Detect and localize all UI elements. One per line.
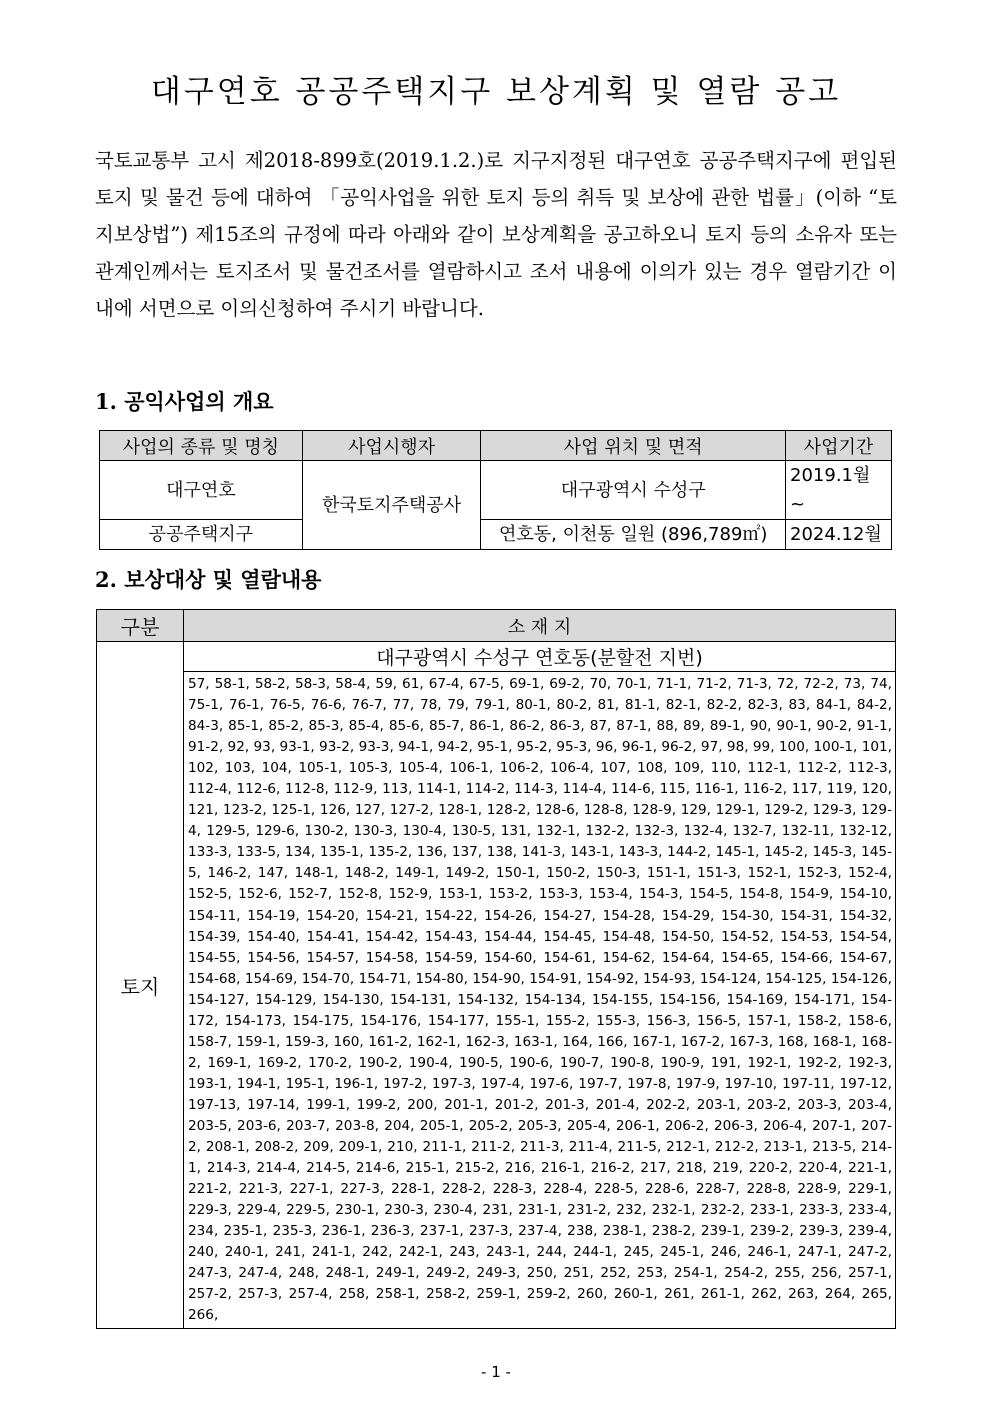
project-overview-table: [99, 430, 892, 550]
table-row: [100, 461, 892, 520]
intro-paragraph: 국토교통부 고시 제2018-899호(2019.1.2.)로 지구지정된 대구연호 공공주택지구에 편입된 토지 및 물건 등에 대하여 「공익사업을 위한 토지 등의 취득 및 보상에 관한 법률」(이하 “토지보상법”) 제15조의 규정에 따라 아래와 같이 보상계획을 공고하오니 토지 등의 소유자 또는 관계인께서는 토지조서 및 물건조서를 열람하시고 조서 내용에 이의가 있는 경우 열람기간 이내에 서면으로 이의신청하여 주시기 바랍니다.: [95, 149, 897, 320]
project-period-line1: 2019.1월 ~: [786, 461, 892, 520]
parcel-list: 57, 58-1, 58-2, 58-3, 58-4, 59, 61, 67-4, 67-5, 69-1, 69-2, 70, 70-1, 71-1, 71-2, 71-3, 72, 72-2, 73, 74, 75-1, 76-1, 76-5, 76-6, 76-7, 77, 78, 79, 79-1, 80-1, 80-2, 81, 81-1, 82-1, 82-2, 82-3, 83, 84-1, 84-2, 84-3, 85-1, 85-2, 85-3, 85-4, 85-6, 85-7, 86-1, 86-2, 86-3, 87, 87-1, 88, 89, 89-1, 90, 90-1, 90-2, 91-1, 91-2, 92, 93, 93-1, 93-2, 93-3, 94-1, 94-2, 95-1, 95-2, 95-3, 96, 96-1, 96-2, 97, 98, 99, 100, 100-1, 101, 102, 103, 104, 105-1, 105-3, 105-4, 106-1, 106-2, 106-4, 107, 108, 109, 110, 112-1, 112-2, 112-3, 112-4, 112-6, 112-8, 112-9, 113, 114-1, 114-2, 114-3, 114-4, 114-6, 115, 116-1, 116-2, 117, 119, 120, 121, 123-2, 125-1, 126, 127, 127-2, 128-1, 128-2, 128-6, 128-8, 128-9, 129, 129-1, 129-2, 129-3, 129-4, 129-5, 129-6, 130-2, 130-3, 130-4, 130-5, 131, 132-1, 132-2, 132-3, 132-4, 132-7, 132-11, 132-12, 133-3, 133-5, 134, 135-1, 135-2, 136, 137, 138, 141-3, 143-1, 143-3, 144-2, 145-1, 145-2, 145-3, 145-5, 146-2, 147, 148-1, 148-2, 149-1, 149-2, 150-1, 150-2, 150-3, 151-1, 151-3, 152-1, 152-3, 152-4, 152-5, 152-6, 152-7, 152-8, 152-9, 153-1, 153-2, 153-3, 153-4, 154-3, 154-5, 154-8, 154-9, 154-10, 154-11, 154-19, 154-20, 154-21, 154-22, 154-26, 154-27, 154-28, 154-29, 154-30, 154-31, 154-32, 154-39, 154-40, 154-41, 154-42, 154-43, 154-44, 154-45, 154-48, 154-50, 154-52, 154-53, 154-54, 154-55, 154-56, 154-57, 154-58, 154-59, 154-60, 154-61, 154-62, 154-64, 154-65, 154-66, 154-67, 154-68, 154-69, 154-70, 154-71, 154-80, 154-90, 154-91, 154-92, 154-93, 154-124, 154-125, 154-126, 154-127, 154-129, 154-130, 154-131, 154-132, 154-134, 154-155, 154-156, 154-169, 154-171, 154-172, 154-173, 154-175, 154-176, 154-177, 155-1, 155-2, 155-3, 156-3, 156-5, 157-1, 158-2, 158-6, 158-7, 159-1, 159-3, 160, 161-2, 162-1, 162-3, 163-1, 164, 166, 167-1, 167-2, 167-3, 168, 168-1, 168-2, 169-1, 169-2, 170-2, 190-2, 190-4, 190-5, 190-6, 190-7, 190-8, 190-9, 191, 192-1, 192-2, 192-3, 193-1, 194-1, 195-1, 196-1, 197-2, 197-3, 197-4, 197-6, 197-7, 197-8, 197-9, 197-10, 197-11, 197-12, 197-13, 197-14, 199-1, 199-2, 200, 201-1, 201-2, 201-3, 201-4, 202-2, 203-1, 203-2, 203-3, 203-4, 203-5, 203-6, 203-7, 203-8, 204, 205-1, 205-2, 205-3, 205-4, 206-1, 206-2, 206-3, 206-4, 207-1, 207-2, 208-1, 208-2, 209, 209-1, 210, 211-1, 211-2, 211-3, 211-4, 211-5, 212-1, 212-2, 213-1, 213-5, 214-1, 214-3, 214-4, 214-5, 214-6, 215-1, 215-2, 216, 216-1, 216-2, 217, 218, 219, 220-2, 220-4, 221-1, 221-2, 221-3, 227-1, 227-3, 228-1, 228-2, 228-3, 228-4, 228-5, 228-6, 228-7, 228-8, 228-9, 229-1, 229-3, 229-4, 229-5, 230-1, 230-3, 230-4, 231, 231-1, 231-2, 232, 232-1, 232-2, 233-1, 233-3, 233-4, 234, 235-1, 235-3, 236-1, 236-3, 237-1, 237-3, 237-4, 238, 238-1, 238-2, 239-1, 239-2, 239-3, 239-4, 240, 240-1, 241, 241-1, 242, 242-1, 243, 243-1, 244, 244-1, 245, 245-1, 246, 246-1, 247-1, 247-2, 247-3, 247-4, 248, 248-1, 249-1, 249-2, 249-3, 250, 251, 252, 253, 254-1, 254-2, 255, 256, 257-1, 257-2, 257-3, 257-4, 258, 258-1, 258-2, 259-1, 259-2, 260, 260-1, 261, 261-1, 262, 263, 264, 265, 266,: [184, 672, 896, 1329]
header-location: 사업 위치 및 면적: [481, 431, 786, 461]
header-category: 구분: [97, 610, 184, 642]
table-header-row: [97, 610, 896, 642]
table-row: [97, 672, 896, 1329]
header-period: 사업기간: [786, 431, 892, 461]
page-number: - 1 -: [481, 1363, 511, 1381]
section-2-heading: 2. 보상대상 및 열람내용: [95, 567, 322, 592]
compensation-target-table: [96, 609, 896, 1329]
category-cell: 토지: [97, 642, 184, 1329]
table-row: [97, 642, 896, 672]
table-row: [100, 520, 892, 550]
project-name-line2: 공공주택지구: [100, 520, 303, 550]
header-project-name: 사업의 종류 및 명칭: [100, 431, 303, 461]
project-operator: 한국토지주택공사: [302, 461, 481, 550]
project-name-line1: 대구연호: [100, 461, 303, 520]
project-location-line2: 연호동, 이천동 일원 (896,789㎡): [481, 520, 786, 550]
header-location: 소 재 지: [184, 610, 896, 642]
section-1-heading: 1. 공익사업의 개요: [95, 389, 274, 414]
document-title: 대구연호 공공주택지구 보상계획 및 열람 공고: [150, 74, 842, 110]
header-operator: 사업시행자: [302, 431, 481, 461]
project-location-line1: 대구광역시 수성구: [481, 461, 786, 520]
table-header-row: [100, 431, 892, 461]
address-cell: 대구광역시 수성구 연호동(분할전 지번): [184, 642, 896, 672]
project-period-line2: 2024.12월: [786, 520, 892, 550]
